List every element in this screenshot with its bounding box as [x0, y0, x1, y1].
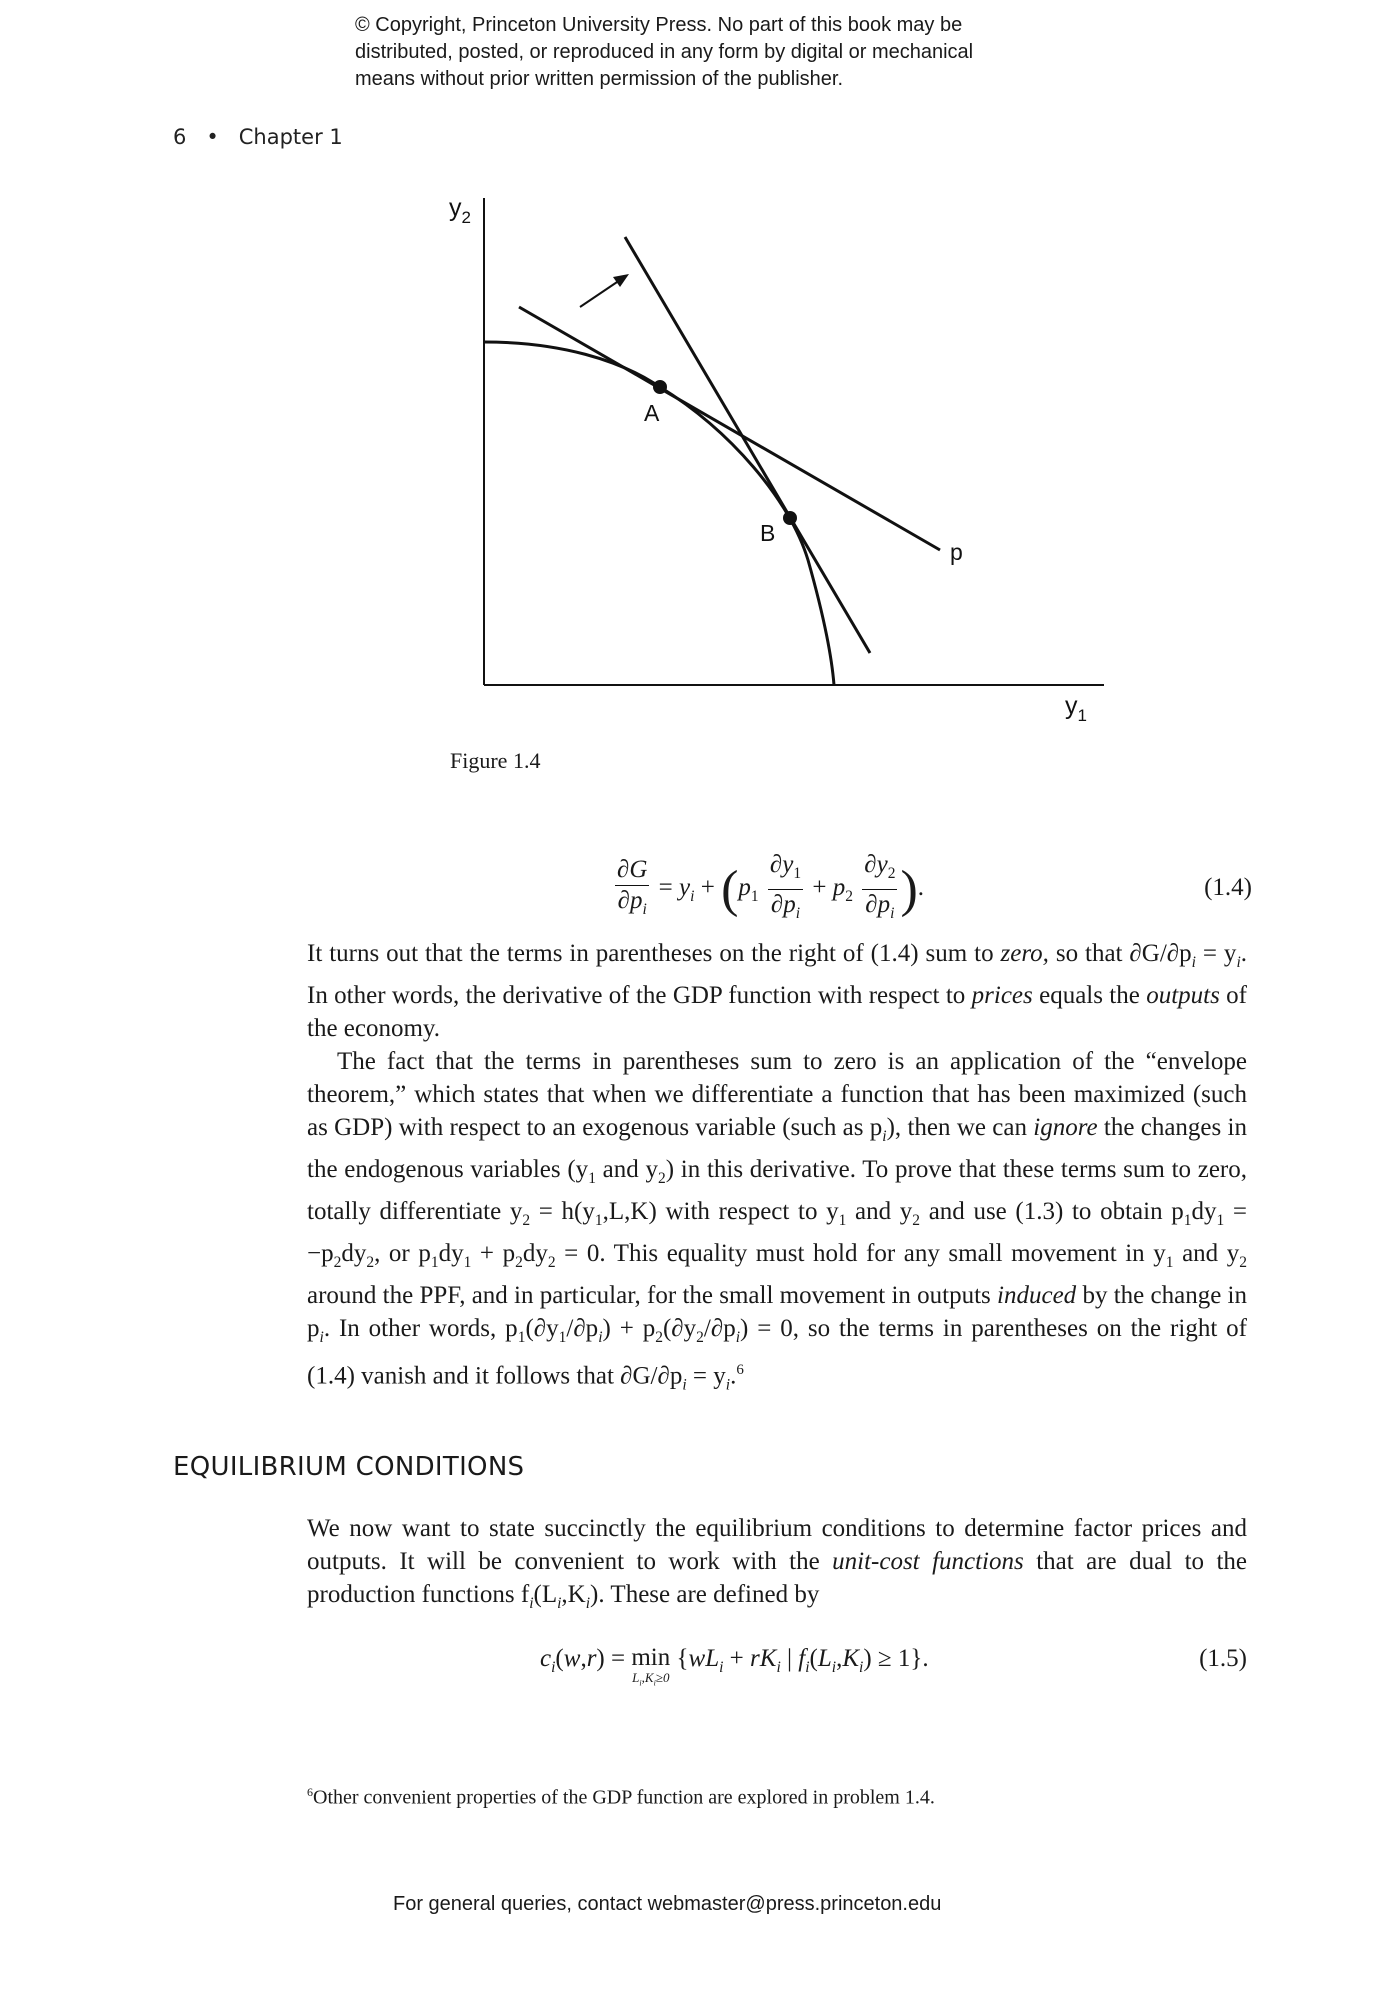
footnote-text: Other convenient properties of the GDP function are explored in problem 1.4. [313, 1786, 935, 1809]
point-a-marker [653, 380, 667, 394]
copyright-line: © Copyright, Princeton University Press. No part of this book may be [355, 14, 963, 36]
paragraph: We now want to state succinctly the equilibrium conditions to determine factor prices and outputs. It will be convenient to work with the unit-cost functions that are dual to the production functions $f_i(L_i,K_i)$. These are defined by [307, 1515, 1248, 1612]
paragraph: It turns out that the terms in parentheses on the right of (1.4) sum to zero, so that $\partial G/\partial p_i = y_i$. In other words, the derivative of the GDP function with respect to prices equals the outputs of the economy. The fact that the terms in parentheses sum to zero is an application of the “envelope theorem,” which states that when we differentiate a function that has been maximized (such as GDP) with respect to an exogenous variable (such as $p_i$), then we can ignore the changes in the endogenous variables ($y_1$ and $y_2$) in this derivative. To prove that these terms sum to zero, totally differentiate $y_2 = h(y_1,L,K)$ with respect to $y_1$ and $y_2$ and use (1.3) to obtain $p_1dy_1 = -p_2dy_2$, or $p_1dy_1 + p_2dy_2 = 0$. This equality must hold for any small movement in $y_1$ and $y_2$ around the PPF, and in particular, for the small movement in outputs induced by the change in $p_i$. In other words, $p_1(\partial y_1/\partial p_i) + p_2(\partial y_2/\partial p_i) = 0$, so the terms in parentheses on the right of (1.4) vanish and it follows that $\partial G/\partial p_i = y_i.^6$ [307, 940, 1248, 1394]
point-b-label: B [760, 520, 776, 546]
copyright-line: distributed, posted, or reproduced in any form by digital or mechanical [355, 41, 974, 63]
equation-1-5: $c_i(w,r) = \min$ $L_i,K_i\ge 0$ {$wL_i + rK_i$ | $f_i(L_i,K_i) \ge 1$}. (1.5) [540, 1645, 1247, 1695]
fraction-dy1-dpi: $\frac{\partial y_1}{\partial p_i}$ [769, 851, 802, 922]
fraction-dy2-dpi: $\frac{\partial y_2}{\partial p_i}$ [864, 851, 896, 922]
point-a-label: A [644, 400, 660, 426]
point-b-marker [783, 511, 797, 525]
chapter-label: Chapter 1 [238, 125, 343, 149]
new-price-line [625, 237, 870, 653]
copyright-line: means without prior written permission of the publisher. [355, 68, 844, 90]
equation-1-4: $\frac{\partial G}{\partial p_i}$ = $y_i + (p_1$ $\frac{\partial y_1}{\partial p_i}$ + $p_2$ $\frac{\partial y_2}{\partial p_i}$ ). (1.4) [612, 850, 1252, 930]
min-operator: min $L_i,K_i\ge 0$ [631, 1644, 671, 1688]
footnote-reference: 6 [736, 1362, 744, 1378]
fraction-dG-dpi: $\frac{\partial G}{\partial p_i}$ [617, 855, 648, 918]
bullet-separator: • [206, 125, 219, 149]
equation-number: (1.5) [1199, 1645, 1247, 1672]
footnote-marker: 6 [307, 1785, 313, 1799]
y2-axis-label: $y_2$ [449, 194, 471, 227]
equation-number: (1.4) [1204, 874, 1252, 901]
section-heading: EQUILIBRIUM CONDITIONS [173, 1452, 525, 1482]
arrow-head [613, 274, 629, 287]
footnote [307, 1785, 1247, 1810]
footer-contact: For general queries, contact webmaster@press.princeton.edu [393, 1893, 942, 1915]
y1-axis-label: $y_1$ [1065, 692, 1087, 725]
figure-1-4 [0, 0, 1400, 800]
page-number: 6 [173, 125, 187, 149]
price-line-label: p [950, 539, 963, 565]
figure-caption: Figure 1.4 [450, 748, 541, 773]
price-line-p [519, 307, 940, 550]
